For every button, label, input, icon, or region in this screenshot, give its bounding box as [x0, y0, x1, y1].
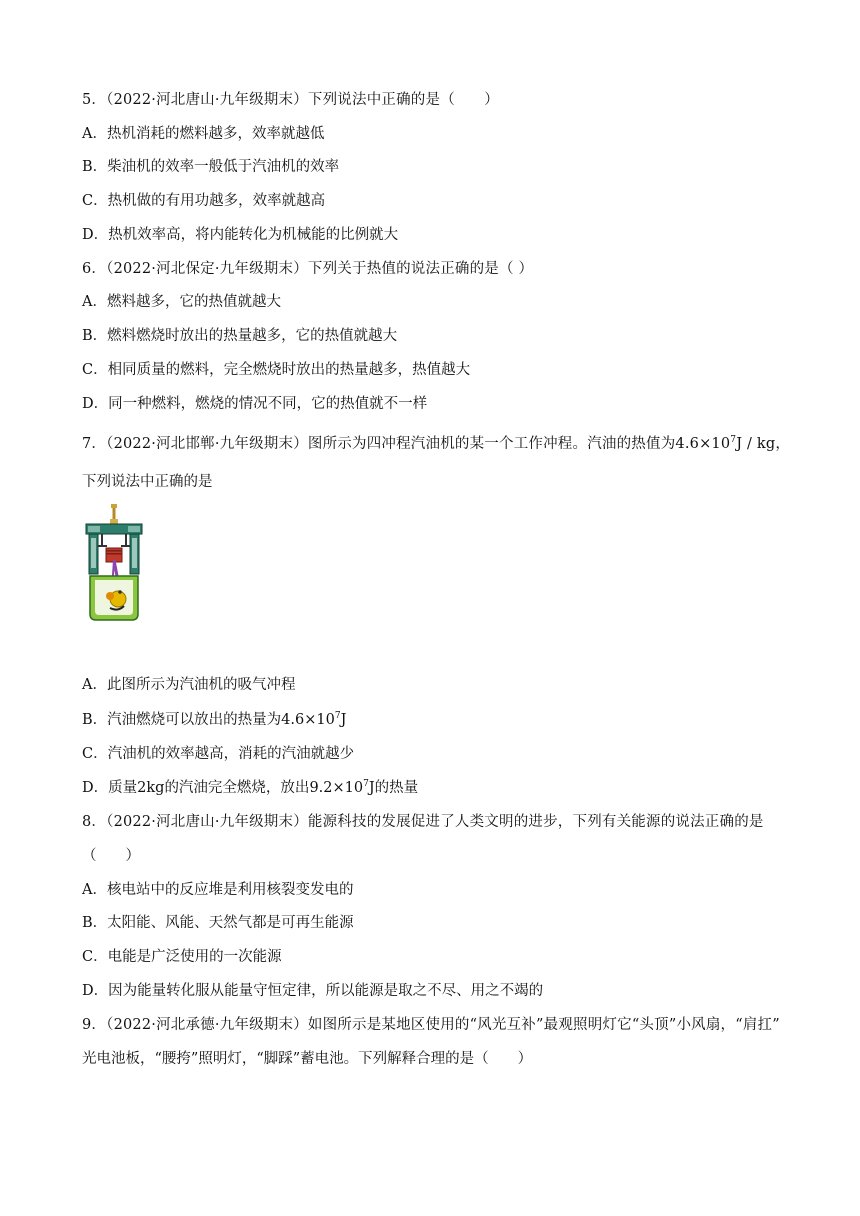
question-8-option-b: B．太阳能、风能、天然气都是可再生能源: [82, 915, 354, 931]
question-5-option-b: B．柴油机的效率一般低于汽油机的效率: [82, 159, 340, 175]
question-8-option-d: D．因为能量转化服从能量守恒定律，所以能源是取之不尽、用之不竭的: [82, 983, 544, 999]
question-7-stem-text: 7．（2022·河北邯郸·九年级期末）图所示为四冲程汽油机的某一个工作冲程。汽油的热值为: [82, 436, 676, 452]
question-7-stem: [82, 434, 790, 454]
question-7-stem-line2: 下列说法中正确的是: [82, 474, 213, 490]
question-9-stem: 9．（2022·河北承德·九年级期末）如图所示是某地区使用的“风光互补”最观照明灯它“头顶”小风扇，“肩扛”: [82, 1017, 780, 1033]
question-5-option-d: D．热机效率高，将内能转化为机械能的比例就大: [82, 227, 399, 243]
question-6-option-a: A．燃料越多，它的热值就越大: [82, 294, 281, 310]
question-7-option-c: C．汽油机的效率越高，消耗的汽油就越少: [82, 746, 355, 762]
question-6-option-b: B．燃料燃烧时放出的热量越多，它的热值就越大: [82, 328, 398, 344]
question-7-option-a: A．此图所示为汽油机的吸气冲程: [82, 677, 296, 693]
question-7-heat-value: $4.6\times 10^7J$ / kg，: [675, 435, 791, 452]
question-8-stem-line2: （ ）: [82, 848, 140, 864]
question-5-stem: 5．（2022·河北唐山·九年级期末）下列说法中正确的是（ ）: [82, 92, 499, 108]
question-6-option-d: D．同一种燃料，燃烧的情况不同，它的热值就不一样: [82, 396, 428, 412]
engine-cylinder-figure: [84, 504, 144, 622]
question-7-option-d-text: D．质量: [82, 780, 138, 796]
question-8-stem: 8．（2022·河北唐山·九年级期末）能源科技的发展促进了人类文明的进步，下列有关能源的说法正确的是: [82, 814, 764, 830]
question-9-stem-line2: 光电池板，“腰挎”照明灯，“脚踩”蓄电池。下列解释合理的是（ ）: [82, 1051, 533, 1067]
question-6-stem: 6．（2022·河北保定·九年级期末）下列关于热值的说法正确的是（ ）: [82, 261, 534, 277]
question-7-option-d-text3: 的热量: [374, 780, 419, 796]
question-7-option-b-text: B．汽油燃烧可以放出的热量为: [82, 712, 282, 728]
question-7-option-b: [82, 710, 346, 730]
question-8-option-a: A．核电站中的反应堆是利用核裂变发电的: [82, 882, 354, 898]
question-7-option-d-mass: 2kg: [137, 780, 165, 796]
question-5-option-a: A．热机消耗的燃料越多，效率就越低: [82, 126, 325, 142]
question-6-option-c: C．相同质量的燃料，完全燃烧时放出的热量越多，热值越大: [82, 362, 471, 378]
question-5-option-c: C．热机做的有用功越多，效率就越高: [82, 193, 326, 209]
question-8-option-c: C．电能是广泛使用的一次能源: [82, 949, 282, 965]
question-7-option-d: [82, 778, 418, 798]
question-7-option-d-text2: 的汽油完全燃烧，放出: [164, 780, 310, 796]
question-7-option-b-value: $4.6\times 10^7J$: [281, 711, 347, 728]
question-7-option-d-value: $9.2\times 10^7J$: [309, 779, 375, 796]
